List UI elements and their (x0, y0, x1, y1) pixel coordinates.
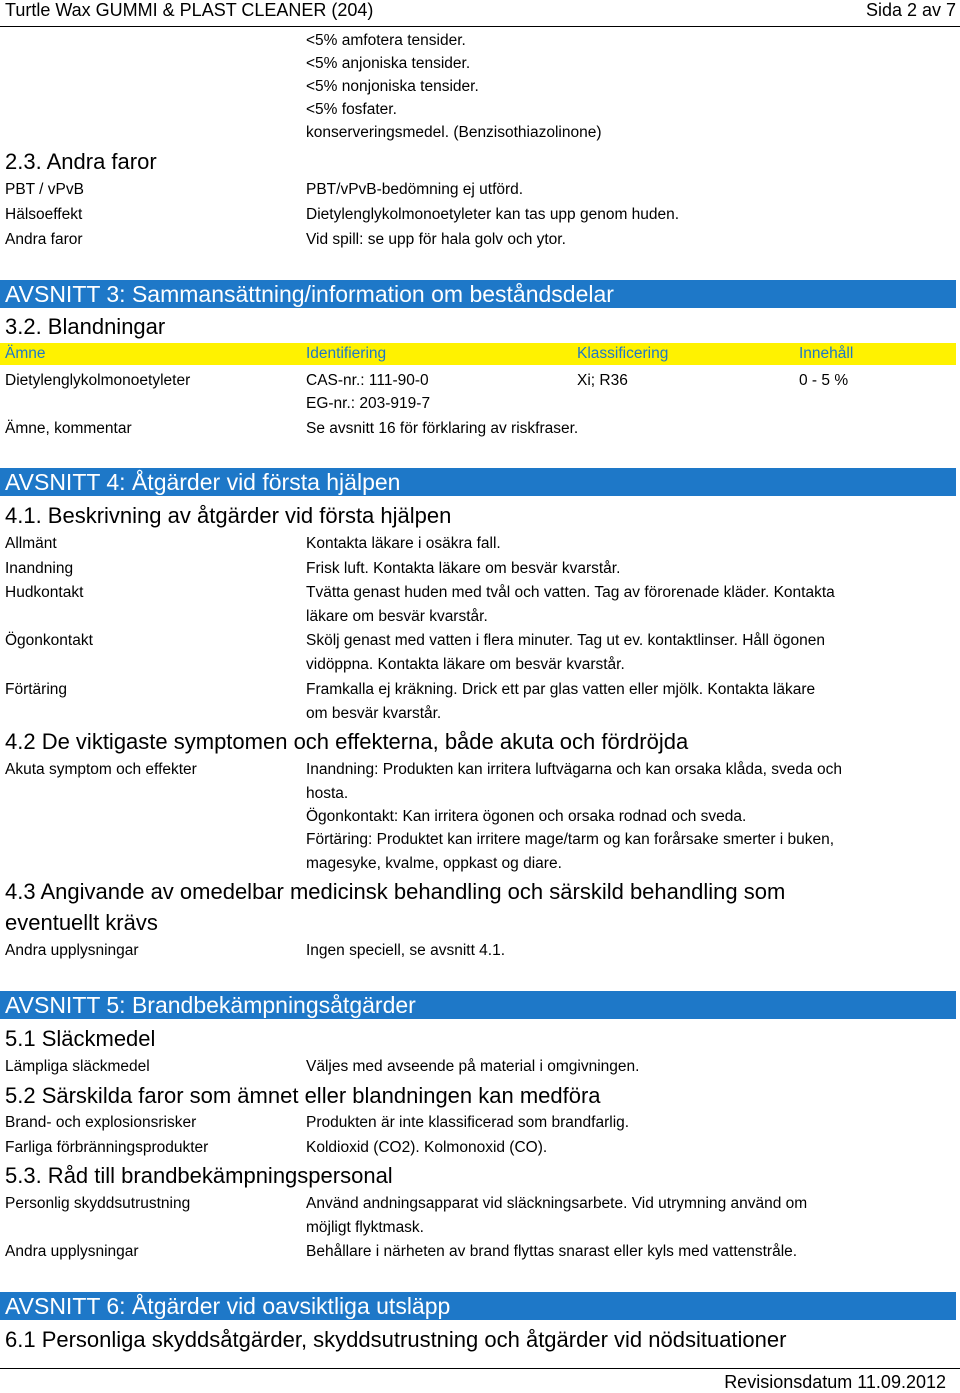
section-3-title: AVSNITT 3: Sammansättning/information om beståndsdelar (5, 281, 614, 307)
field-value: Inandning: Produkten kan irritera luftvägarna och kan orsaka klåda, sveda och (306, 761, 842, 778)
field-label: Lämpliga släckmedel (5, 1058, 150, 1075)
field-label: Brand- och explosionsrisker (5, 1114, 197, 1131)
header-divider (0, 26, 960, 27)
subsection-heading-5-3: 5.3. Råd till brandbekämpningspersonal (5, 1163, 393, 1188)
section-6-title: AVSNITT 6: Åtgärder vid oavsiktliga utsläpp (5, 1293, 451, 1319)
composition-item: <5% nonjoniska tensider. (306, 78, 479, 95)
section-6-bar (0, 1292, 956, 1320)
field-label: Hudkontakt (5, 584, 84, 601)
footer-divider (0, 1368, 960, 1369)
column-header-klassificering: Klassificering (577, 345, 669, 362)
field-value: Ingen speciell, se avsnitt 4.1. (306, 942, 506, 959)
document-title: Turtle Wax GUMMI & PLAST CLEANER (204) (5, 0, 374, 20)
subsection-heading-4-2: 4.2 De viktigaste symptomen och effekterna, både akuta och fördröjda (5, 729, 689, 754)
table-cell-klass: Xi; R36 (577, 372, 628, 389)
field-value: möjligt flyktmask. (306, 1219, 424, 1236)
field-value: vidöppna. Kontakta läkare om besvär kvarstår. (306, 656, 625, 673)
subsection-heading-4-1: 4.1. Beskrivning av åtgärder vid första hjälpen (5, 503, 452, 528)
field-value: Skölj genast med vatten i flera minuter. Tag ut ev. kontaktlinser. Håll ögonen (306, 632, 825, 649)
field-label: Förtäring (5, 681, 68, 698)
table-cell-amne: Dietylenglykolmonoetyleter (5, 372, 191, 389)
table-cell-eg: EG-nr.: 203-919-7 (306, 395, 431, 412)
composition-item: <5% fosfater. (306, 101, 397, 118)
revision-date: Revisionsdatum 11.09.2012 (724, 1372, 946, 1392)
field-label: Andra upplysningar (5, 942, 139, 959)
section-5-bar (0, 991, 956, 1019)
field-value: Förtäring: Produktet kan irritere mage/tarm og kan forårsake smerter i buken, (306, 831, 835, 848)
subsection-heading-6-1: 6.1 Personliga skyddsåtgärder, skyddsutrustning och åtgärder vid nödsituationer (5, 1327, 787, 1352)
composition-item: <5% amfotera tensider. (306, 32, 466, 49)
field-value: Se avsnitt 16 för förklaring av riskfraser. (306, 420, 579, 437)
field-value: Produkten är inte klassificerad som brandfarlig. (306, 1114, 630, 1131)
field-value: Kontakta läkare i osäkra fall. (306, 535, 501, 552)
field-label: Ämne, kommentar (5, 420, 132, 437)
field-value: Behållare i närheten av brand flyttas snarast eller kyls med vattenstråle. (306, 1243, 798, 1260)
field-label: Farliga förbränningsprodukter (5, 1139, 209, 1156)
field-label: Hälsoeffekt (5, 206, 83, 223)
field-label: PBT / vPvB (5, 181, 84, 198)
page-number: Sida 2 av 7 (865, 0, 956, 20)
field-label: Andra upplysningar (5, 1243, 139, 1260)
section-4-title: AVSNITT 4: Åtgärder vid första hjälpen (5, 469, 401, 495)
field-value: Framkalla ej kräkning. Drick ett par glas vatten eller mjölk. Kontakta läkare (306, 681, 816, 698)
subsection-heading-5-2: 5.2 Särskilda faror som ämnet eller blandningen kan medföra (5, 1083, 601, 1108)
field-value: hosta. (306, 785, 349, 802)
section-3-bar (0, 280, 956, 308)
section-4-bar (0, 468, 956, 496)
field-value: Väljes med avseende på material i omgivningen. (306, 1058, 640, 1075)
field-value: Använd andningsapparat vid släckningsarbete. Vid utrymning använd om (306, 1195, 808, 1212)
field-label: Andra faror (5, 231, 83, 248)
subsection-heading-4-3-cont: eventuellt krävs (5, 910, 158, 935)
subsection-heading-4-3: 4.3 Angivande av omedelbar medicinsk behandling och särskild behandling som (5, 879, 786, 904)
field-value: Tvätta genast huden med tvål och vatten. Tag av förorenade kläder. Kontakta (306, 584, 835, 601)
field-value: PBT/vPvB-bedömning ej utförd. (306, 181, 524, 198)
field-label: Ögonkontakt (5, 632, 93, 649)
field-label: Inandning (5, 560, 74, 577)
section-5-title: AVSNITT 5: Brandbekämpningsåtgärder (5, 992, 416, 1018)
field-value: Vid spill: se upp för hala golv och ytor. (306, 231, 566, 248)
field-value: läkare om besvär kvarstår. (306, 608, 488, 625)
table-cell-innehall: 0 - 5 % (799, 372, 849, 389)
composition-item: <5% anjoniska tensider. (306, 55, 471, 72)
subsection-heading-3-2: 3.2. Blandningar (5, 314, 166, 339)
field-label: Akuta symptom och effekter (5, 761, 197, 778)
table-cell-cas: CAS-nr.: 111-90-0 (306, 372, 429, 389)
column-header-innehall: Innehåll (799, 345, 854, 362)
composition-item: konserveringsmedel. (Benzisothiazolinone) (306, 124, 602, 141)
field-value: magesyke, kvalme, oppkast og diare. (306, 855, 562, 872)
field-value: om besvär kvarstår. (306, 705, 442, 722)
field-value: Ögonkontakt: Kan irritera ögonen och orsaka rodnad och sveda. (306, 808, 747, 825)
column-header-identifiering: Identifiering (306, 345, 387, 362)
field-value: Frisk luft. Kontakta läkare om besvär kvarstår. (306, 560, 621, 577)
field-value: Dietylenglykolmonoetyleter kan tas upp genom huden. (306, 206, 680, 223)
field-value: Koldioxid (CO2). Kolmonoxid (CO). (306, 1139, 548, 1156)
field-label: Personlig skyddsutrustning (5, 1195, 191, 1212)
subsection-heading-5-1: 5.1 Släckmedel (5, 1026, 156, 1051)
field-label: Allmänt (5, 535, 57, 552)
column-header-amne: Ämne (5, 345, 46, 362)
composition-table-header (0, 343, 956, 365)
subsection-heading-2-3: 2.3. Andra faror (5, 149, 157, 174)
